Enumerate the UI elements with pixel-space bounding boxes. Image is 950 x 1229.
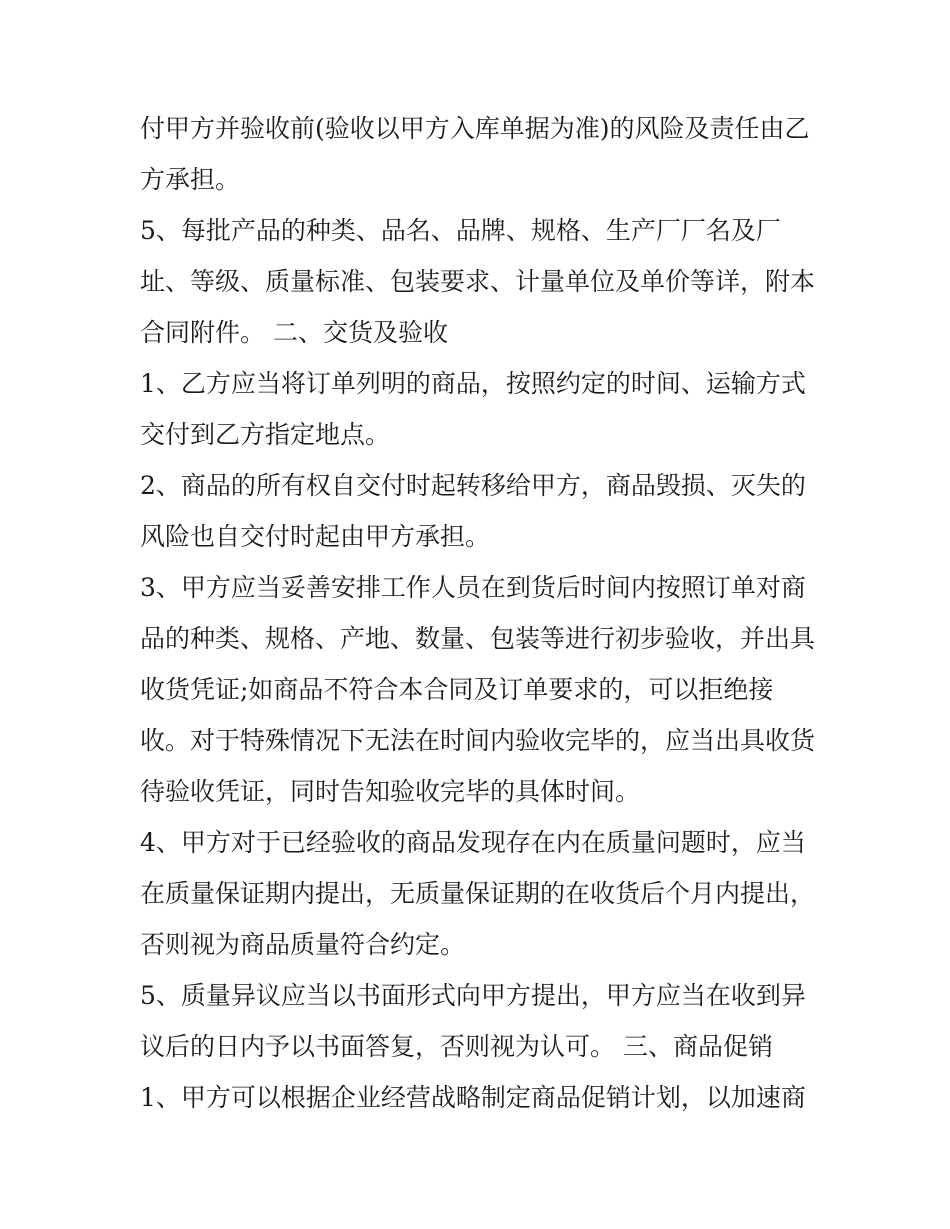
text-line: 收货凭证;如商品不符合本合同及订单要求的，可以拒绝接 [140,675,774,704]
text-line: 2、商品的所有权自交付时起转移给甲方，商品毁损、灭失的 [140,471,806,500]
text-line: 交付到乙方指定地点。 [140,420,391,449]
text-line: 方承担。 [140,165,241,194]
text-line: 议后的日内予以书面答复，否则视为认可。 三、商品促销 [140,1032,773,1061]
text-line: 合同附件。 二、交货及验收 [140,318,448,347]
text-line: 否则视为商品质量符合约定。 [140,930,466,959]
text-line: 待验收凭证，同时告知验收完毕的具体时间。 [140,777,641,806]
text-line: 1、乙方应当将订单列明的商品，按照约定的时间、运输方式 [140,369,806,398]
text-line: 1、甲方可以根据企业经营战略制定商品促销计划，以加速商 [140,1083,806,1112]
text-line: 收。对于特殊情况下无法在时间内验收完毕的，应当出具收货 [140,726,816,755]
text-line: 4、甲方对于已经验收的商品发现存在内在质量问题时，应当 [140,828,806,857]
text-line: 在质量保证期内提出，无质量保证期的在收货后个月内提出， [140,879,816,908]
text-line: 5、质量异议应当以书面形式向甲方提出，甲方应当在收到异 [140,981,806,1010]
text-line: 品的种类、规格、产地、数量、包装等进行初步验收，并出具 [140,624,816,653]
text-line: 址、等级、质量标准、包装要求、计量单位及单价等详，附本 [140,267,816,296]
text-line: 5、每批产品的种类、品名、品牌、规格、生产厂厂名及厂 [140,216,781,245]
text-line: 风险也自交付时起由甲方承担。 [140,522,491,551]
text-line: 3、甲方应当妥善安排工作人员在到货后时间内按照订单对商 [140,573,806,602]
text-line: 付甲方并验收前(验收以甲方入库单据为准)的风险及责任由乙 [140,114,810,143]
